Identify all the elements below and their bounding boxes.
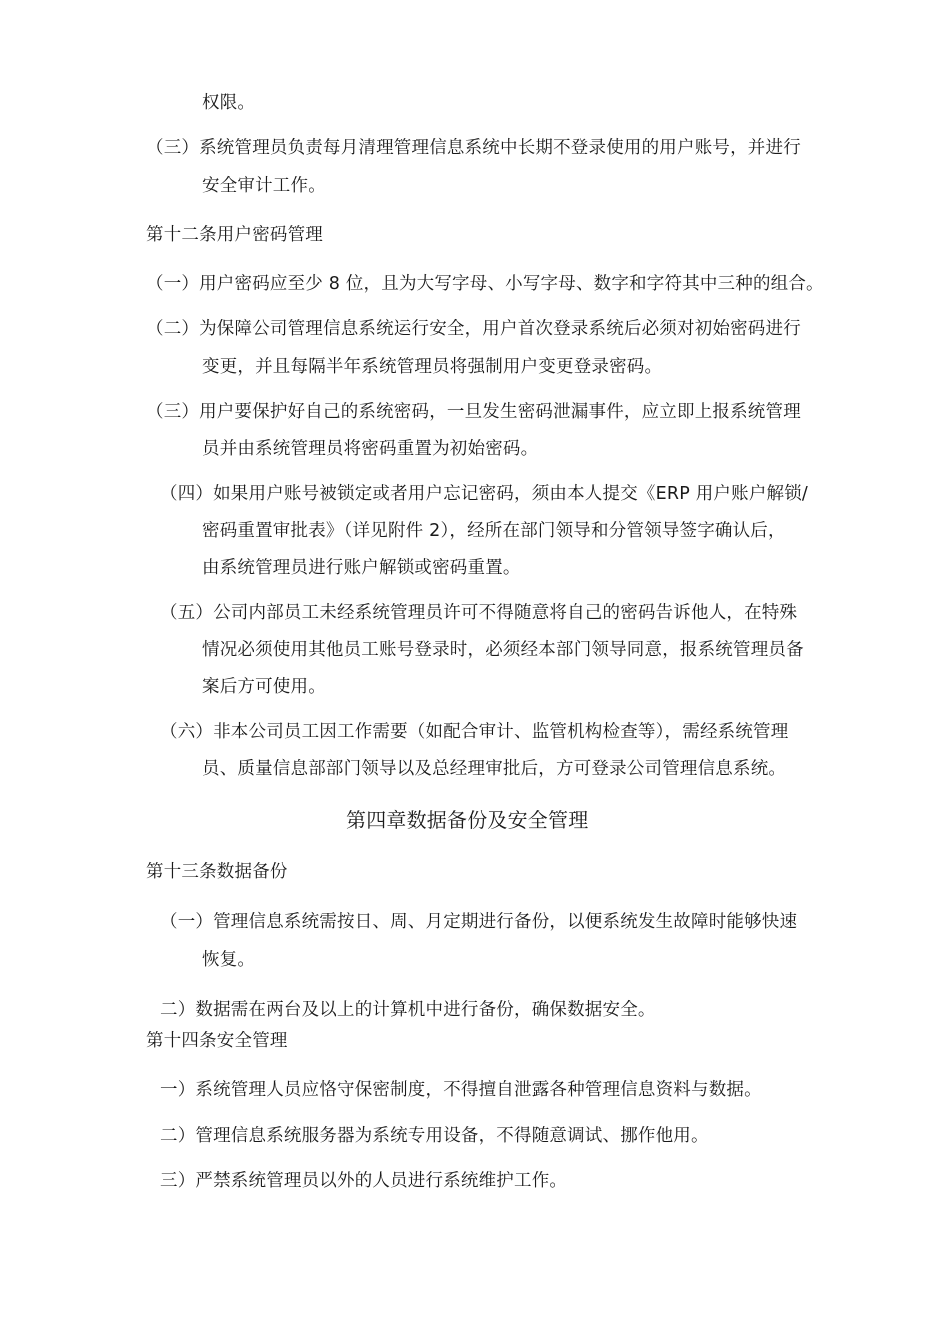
- text-line: 三）严禁系统管理员以外的人员进行系统维护工作。: [160, 1171, 568, 1191]
- chapter-heading: 第四章数据备份及安全管理: [346, 808, 589, 832]
- text-line: （六）非本公司员工因工作需要（如配合审计、监管机构检查等），需经系统管理: [160, 722, 789, 742]
- text-line: 安全审计工作。: [202, 176, 326, 196]
- section-heading: 第十二条用户密码管理: [146, 225, 323, 245]
- text-line: 二）管理信息系统服务器为系统专用设备，不得随意调试、挪作他用。: [160, 1126, 709, 1146]
- text-line: 情况必须使用其他员工账号登录时，必须经本部门领导同意，报系统管理员备: [202, 640, 804, 660]
- text-line: 密码重置审批表》（详见附件 2），经所在部门领导和分管领导签字确认后，: [202, 521, 786, 541]
- text-line: （二）为保障公司管理信息系统运行安全，用户首次登录系统后必须对初始密码进行: [146, 319, 801, 339]
- text-line: （三）用户要保护好自己的系统密码，一旦发生密码泄漏事件，应立即上报系统管理: [146, 402, 801, 422]
- text-line: （四）如果用户账号被锁定或者用户忘记密码，须由本人提交《ERP 用户账户解锁/: [160, 484, 809, 504]
- text-line: 由系统管理员进行账户解锁或密码重置。: [202, 558, 521, 578]
- text-line: （三）系统管理员负责每月清理管理信息系统中长期不登录使用的用户账号，并进行: [146, 138, 801, 158]
- text-line: 案后方可使用。: [202, 677, 326, 697]
- text-line: 员、质量信息部部门领导以及总经理审批后，方可登录公司管理信息系统。: [202, 759, 787, 779]
- section-heading: 第十四条安全管理: [146, 1031, 288, 1051]
- text-line: 变更，并且每隔半年系统管理员将强制用户变更登录密码。: [202, 357, 663, 377]
- text-line: （一）管理信息系统需按日、周、月定期进行备份，以便系统发生故障时能够快速: [160, 912, 798, 932]
- section-heading: 第十三条数据备份: [146, 862, 288, 882]
- text-line: （一）用户密码应至少 8 位，且为大写字母、小写字母、数字和字符其中三种的组合。: [146, 274, 824, 294]
- text-line: （五）公司内部员工未经系统管理员许可不得随意将自己的密码告诉他人，在特殊: [160, 603, 798, 623]
- text-line: 恢复。: [202, 950, 256, 970]
- text-line: 一）系统管理人员应恪守保密制度，不得擅自泄露各种管理信息资料与数据。: [160, 1080, 762, 1100]
- text-line: 二）数据需在两台及以上的计算机中进行备份，确保数据安全。: [160, 1000, 656, 1020]
- text-line: 权限。: [202, 93, 256, 113]
- text-line: 员并由系统管理员将密码重置为初始密码。: [202, 439, 539, 459]
